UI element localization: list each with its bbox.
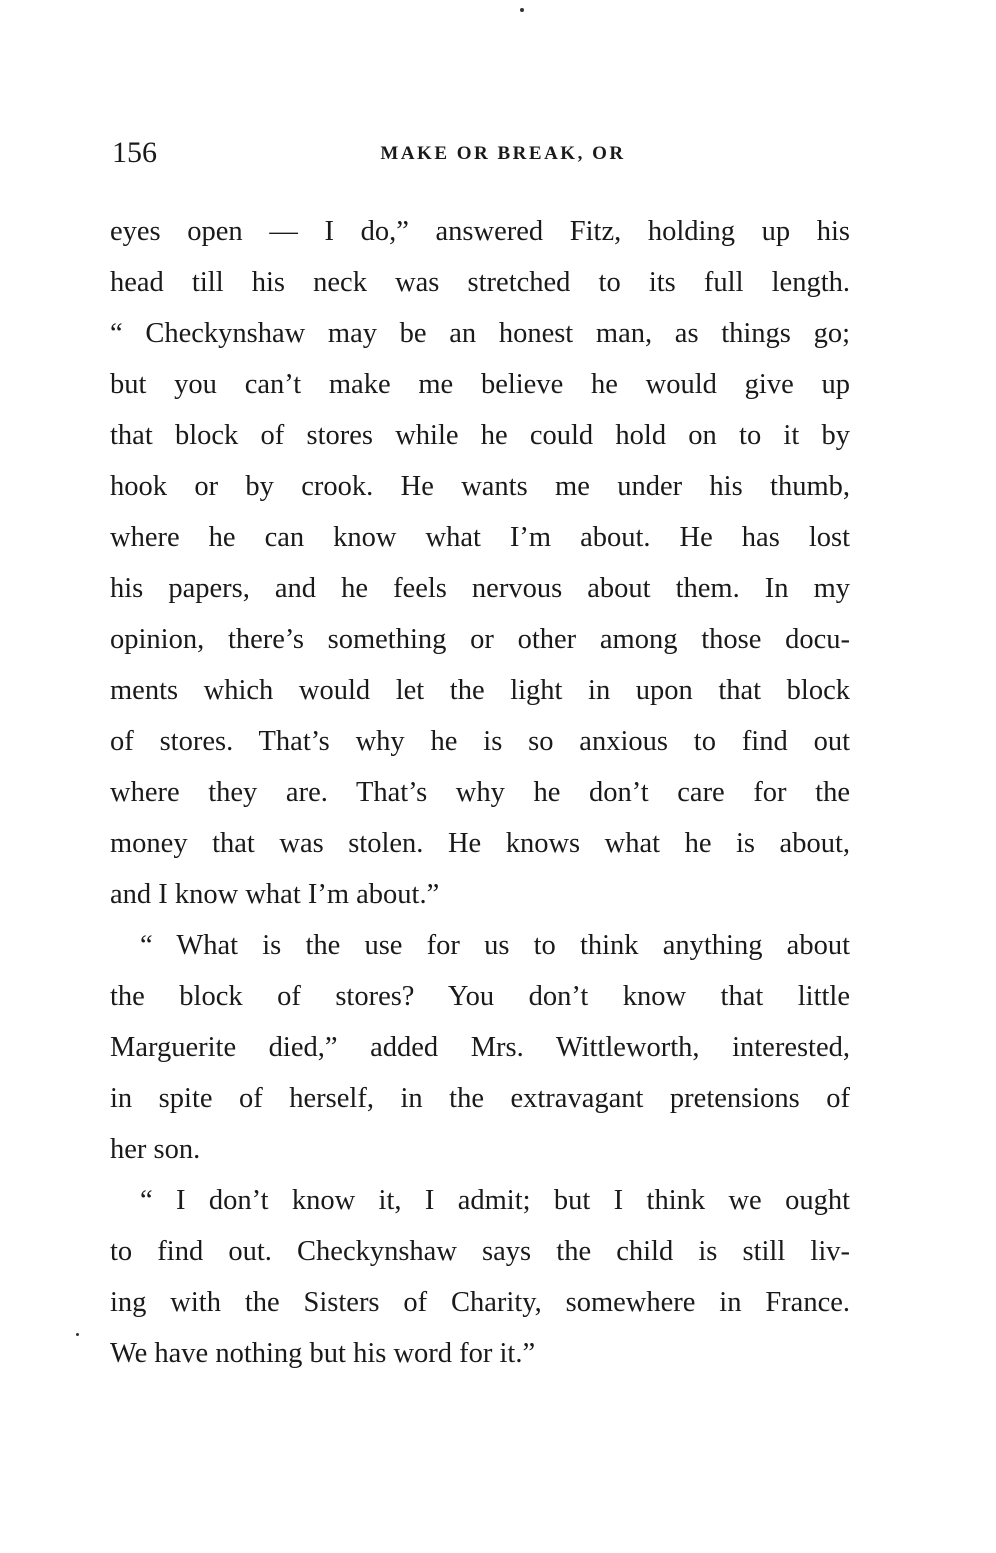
text-line: and I know what I’m about.” <box>110 879 440 910</box>
page-number: 156 <box>112 136 157 169</box>
text-line: head till his neck was stretched to its full length. <box>110 267 850 298</box>
text-line: where they are. That’s why he don’t care for the <box>110 777 850 808</box>
body-text <box>110 206 850 1379</box>
text-line: “ Checkynshaw may be an honest man, as things go; <box>110 318 850 349</box>
text-line: Marguerite died,” added Mrs. Wittleworth, interested, <box>110 1032 850 1063</box>
text-line: but you can’t make me believe he would give up <box>110 369 850 400</box>
print-speck <box>520 8 524 12</box>
text-line: to find out. Checkynshaw says the child is still liv- <box>110 1236 850 1267</box>
text-line: ments which would let the light in upon that block <box>110 675 850 706</box>
text-line: of stores. That’s why he is so anxious to find out <box>110 726 850 757</box>
running-head: MAKE OR BREAK, OR <box>380 143 626 164</box>
text-line: “ What is the use for us to think anything about <box>140 930 850 961</box>
text-line: that block of stores while he could hold on to it by <box>110 420 850 451</box>
paragraph <box>110 920 850 1175</box>
text-line: hook or by crook. He wants me under his thumb, <box>110 471 850 502</box>
text-line: eyes open — I do,” answered Fitz, holding up his <box>110 216 850 247</box>
text-line: the block of stores? You don’t know that little <box>110 981 850 1012</box>
text-line: her son. <box>110 1134 201 1165</box>
text-line: We have nothing but his word for it.” <box>110 1338 536 1369</box>
text-line: money that was stolen. He knows what he is about, <box>110 828 850 859</box>
paragraph <box>110 206 850 920</box>
print-speck <box>76 1333 79 1336</box>
text-line: ing with the Sisters of Charity, somewhere in France. <box>110 1287 850 1318</box>
text-line: where he can know what I’m about. He has lost <box>110 522 850 553</box>
text-line: “ I don’t know it, I admit; but I think we ought <box>140 1185 850 1216</box>
text-line: his papers, and he feels nervous about them. In my <box>110 573 850 604</box>
paragraph <box>110 1175 850 1379</box>
text-line: opinion, there’s something or other among those docu- <box>110 624 850 655</box>
text-line: in spite of herself, in the extravagant pretensions of <box>110 1083 850 1114</box>
